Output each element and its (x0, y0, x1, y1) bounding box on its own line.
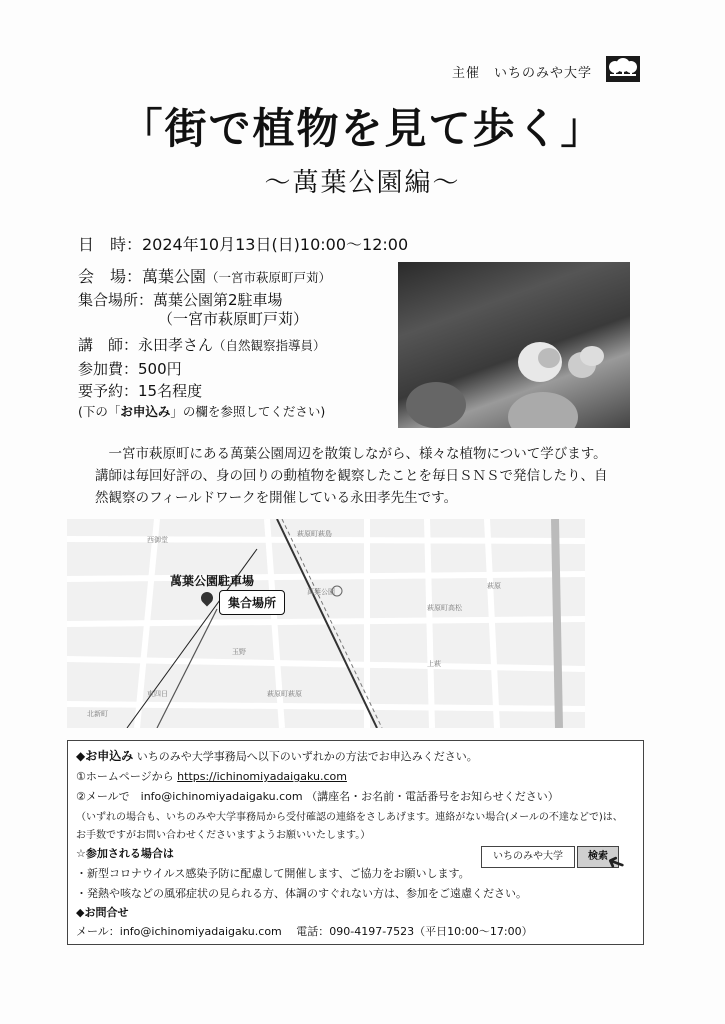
map-label: 玉野 (232, 648, 246, 656)
sponsor-text: 主催 いちのみや大学 (452, 66, 593, 81)
meeting-address: （一宮市萩原町戸苅） (158, 310, 309, 328)
lecturer-role: （自然観察指導員） (213, 338, 326, 353)
description (95, 443, 635, 509)
bullet-symptoms: ・発熱や咳などの風邪症状の見られる方、体調のすぐれない方は、参加をご遠慮ください。 (76, 887, 527, 900)
group-photo (398, 262, 630, 428)
map-label: 北新町 (87, 710, 108, 718)
map-label: 萩原町高松 (427, 604, 462, 612)
search-button: 検索 (577, 846, 619, 868)
lecturer (78, 334, 326, 355)
apply-mail: ②メールで info@ichinomiyadaigaku.com (76, 790, 303, 803)
description-line: 一宮市萩原町にある萬葉公園周辺を散策しながら、様々な植物について学びます。 (95, 446, 607, 462)
meeting-place: 集合場所：萬葉公園第2駐車場 (78, 291, 283, 309)
university-logo (606, 56, 640, 82)
reservation: 要予約：15名程度 (78, 382, 203, 400)
apply-note-2: お手数ですがお問い合わせくださいますようお願いいたします。） (76, 830, 371, 841)
description-line: 然観察のフィールドワークを開催している永田孝先生です。 (95, 490, 458, 506)
fee: 参加費：500円 (78, 360, 182, 378)
venue (78, 264, 331, 287)
map-label: 萩原 (487, 582, 501, 590)
datetime: 日 時：2024年10月13日(日)10:00～12:00 (78, 235, 409, 254)
apply-heading: ◆お申込み (76, 749, 134, 763)
apply-heading-row (76, 747, 478, 764)
map-label: 萩原町萩原 (267, 690, 302, 698)
map-label: 萬葉公園 (307, 588, 335, 596)
reservation-note: (下の「お申込み」の欄を参照してください) (78, 404, 326, 419)
access-map (67, 519, 585, 728)
bullet-covid: ・新型コロナウイルス感染予防に配慮して開催します、ご協力をお願いします。 (76, 867, 470, 880)
map-label: 西御堂 (147, 536, 168, 544)
search-input: いちのみや大学 (481, 846, 575, 868)
event-title: 「街で植物を見て歩く」 (120, 104, 605, 153)
meeting-place-label: 集合場所 (219, 590, 285, 615)
venue-address: （一宮市萩原町戸苅） (206, 270, 332, 285)
parking-label: 萬葉公園駐車場 (170, 574, 255, 588)
arrow-icon: ➜ (603, 847, 630, 878)
participants-heading: ☆参加される場合は (76, 847, 174, 860)
apply-web-row: ①ホームページから https://ichinomiyadaigaku.com (76, 770, 347, 783)
apply-mail-note: （講座名・お名前・電話番号をお知らせください） (306, 790, 559, 803)
application-box (67, 740, 644, 945)
lecturer-name: 講 師：永田孝さん (78, 336, 214, 354)
apply-mail-row (76, 788, 559, 804)
map-label: 上萩 (427, 660, 441, 668)
map-label: 東四日 (147, 690, 168, 698)
venue-name: 会 場：萬葉公園 (78, 267, 207, 286)
contact-line: メール：info@ichinomiyadaigaku.com 電話：090-4197-7523（平日10:00～17:00） (76, 925, 533, 938)
description-line: 講師は毎回好評の、身の回りの動植物を観察したことを毎日ＳＮＳで発信したり、自 (95, 468, 608, 484)
apply-intro: いちのみや大学事務局へ以下のいずれかの方法でお申込みください。 (136, 750, 478, 763)
website-link[interactable]: https://ichinomiyadaigaku.com (177, 770, 347, 783)
event-subtitle: ～萬葉公園編～ (264, 168, 461, 198)
apply-note-1: （いずれの場合も、いちのみや大学事務局から受付確認の連絡をさしあげます。連絡がない場合(メールの不達などで)は、 (76, 812, 623, 823)
contact-heading: ◆お問合せ (76, 906, 129, 919)
search-illustration (481, 846, 631, 878)
map-label: 萩原町萩島 (297, 530, 332, 538)
